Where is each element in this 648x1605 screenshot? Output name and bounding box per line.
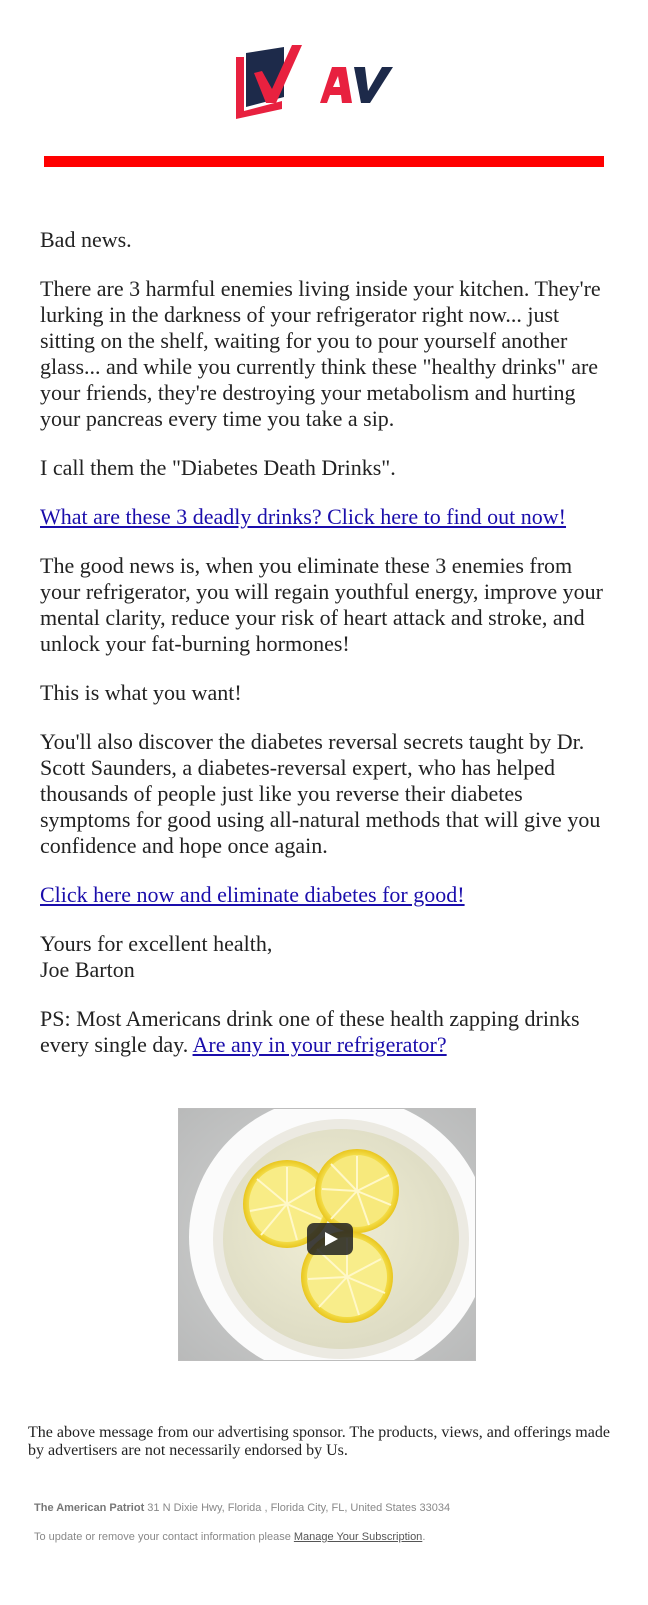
footer-address	[34, 1502, 634, 1514]
deadly-drinks-link[interactable]: What are these 3 deadly drinks? Click here to find out now!	[40, 504, 567, 529]
signoff	[40, 931, 615, 983]
sponsor-disclaimer: The above message from our advertising sponsor. The products, views, and offerings made by advertisers are not necessarily endorsed by Us.	[28, 1424, 610, 1459]
av-logo	[236, 45, 416, 125]
ps-text: PS: Most Americans drink one of these health zapping drinks every single day.	[40, 1006, 580, 1057]
paragraph-bad-news: Bad news.	[40, 227, 132, 252]
refrigerator-link[interactable]: Are any in your refrigerator?	[192, 1032, 447, 1057]
paragraph-death-drinks: I call them the "Diabetes Death Drinks".	[40, 455, 396, 480]
paragraph-what-you-want: This is what you want!	[40, 680, 242, 705]
play-icon[interactable]	[307, 1223, 353, 1255]
paragraph-link1	[40, 504, 615, 530]
paragraph-good-news: The good news is, when you eliminate these 3 enemies from your refrigerator, you will regain youthful energy, improve your mental clarity, reduce your risk of heart attack and stroke, and unlock your fat-burning hormones!	[40, 553, 604, 656]
paragraph-enemies: There are 3 harmful enemies living inside your kitchen. They're lurking in the darkness of your refrigerator right now... just sitting on the shelf, waiting for you to pour yourself another glass... and while you currently think these "healthy drinks" are your friends, they're destroying your metabolism and hurting your pancreas every time you take a sip.	[40, 276, 601, 431]
paragraph-reversal-secrets: You'll also discover the diabetes reversal secrets taught by Dr. Scott Saunders, a diabetes-reversal expert, who has helped thousands of people just like you reverse their diabetes symptoms for good using all-natural methods that will give you confidence and hope once again.	[40, 729, 601, 858]
manage-suffix: .	[422, 1531, 426, 1543]
video-thumbnail[interactable]	[178, 1108, 476, 1361]
signoff-name: Joe Barton	[40, 957, 135, 982]
footer-manage-line	[34, 1531, 634, 1543]
paragraph-link2	[40, 882, 615, 908]
manage-subscription-link[interactable]: Manage Your Subscription	[293, 1531, 423, 1543]
eliminate-diabetes-link[interactable]: Click here now and eliminate diabetes for good!	[40, 882, 465, 907]
signoff-line1: Yours for excellent health,	[40, 931, 273, 956]
footer-address-text: 31 N Dixie Hwy, Florida , Florida City, FL, United States 33034	[144, 1502, 451, 1514]
message-body	[40, 227, 615, 1081]
header-divider-bar	[44, 156, 604, 167]
footer-org-name: The American Patriot	[34, 1502, 145, 1514]
postscript	[40, 1006, 615, 1058]
manage-prefix: To update or remove your contact information please	[34, 1531, 294, 1543]
header-logo-area	[0, 40, 648, 130]
